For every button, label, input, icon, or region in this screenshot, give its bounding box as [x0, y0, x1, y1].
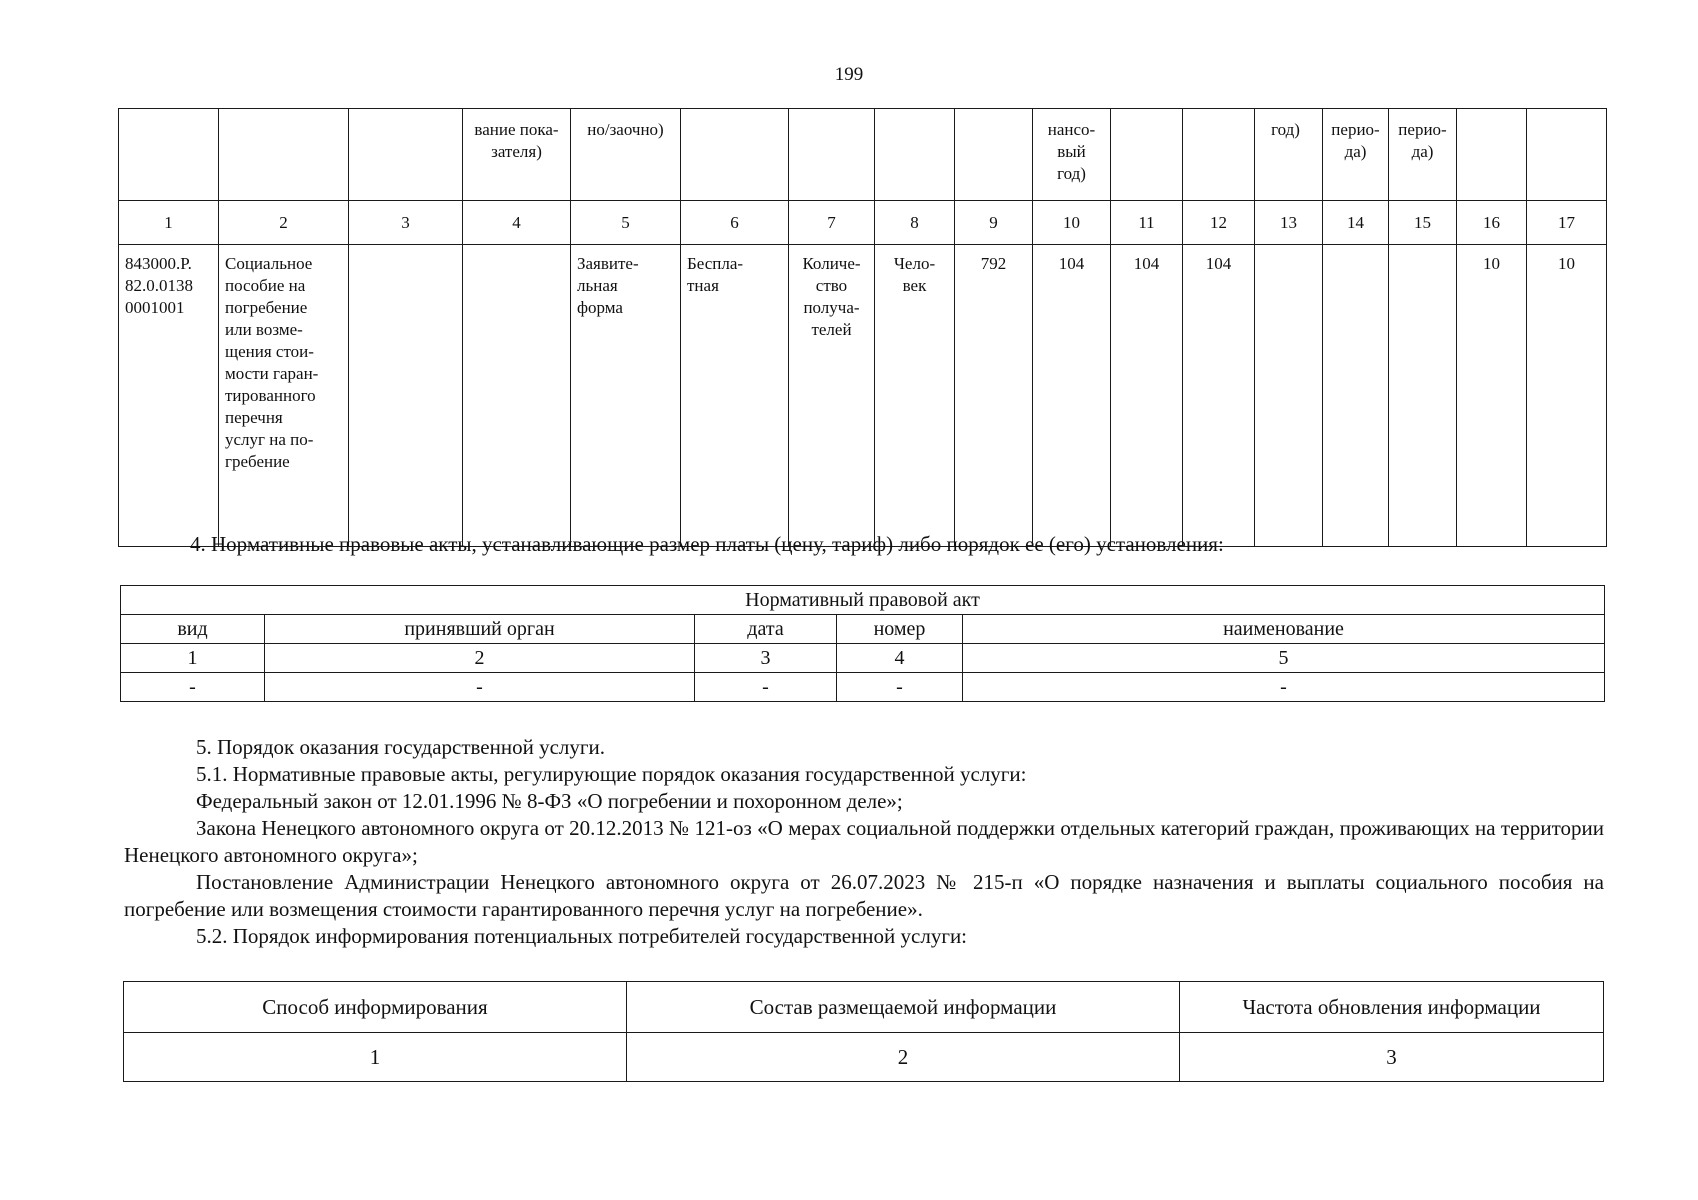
header-cell	[681, 109, 789, 201]
column-number: 15	[1389, 201, 1457, 245]
legal-acts-table	[120, 585, 1605, 702]
header-cell	[1183, 109, 1255, 201]
column-number: 1	[121, 644, 265, 673]
header-cell: Частота обновления информации	[1180, 982, 1604, 1033]
form-cell: Заявите- льная форма	[571, 245, 681, 547]
column-number: 4	[463, 201, 571, 245]
data-cell	[463, 245, 571, 547]
column-number: 1	[124, 1033, 627, 1082]
column-number: 4	[837, 644, 963, 673]
column-number: 2	[265, 644, 695, 673]
table-title: Нормативный правовой акт	[121, 586, 1605, 615]
header-cell	[789, 109, 875, 201]
table-header-row	[124, 982, 1604, 1033]
data-cell: -	[265, 673, 695, 702]
okei-code-cell: 792	[955, 245, 1033, 547]
data-cell	[1323, 245, 1389, 547]
column-number: 17	[1527, 201, 1607, 245]
value-cell: 104	[1111, 245, 1183, 547]
header-cell	[219, 109, 349, 201]
value-cell: 104	[1033, 245, 1111, 547]
column-number: 3	[349, 201, 463, 245]
column-number-row	[121, 644, 1605, 673]
column-number: 2	[627, 1033, 1180, 1082]
indicator-table	[118, 108, 1607, 547]
data-cell: -	[963, 673, 1605, 702]
table-row	[121, 673, 1605, 702]
data-cell: -	[121, 673, 265, 702]
column-number: 1	[119, 201, 219, 245]
unit-cell: Чело- век	[875, 245, 955, 547]
column-number: 16	[1457, 201, 1527, 245]
column-number: 3	[695, 644, 837, 673]
deviation-cell: 10	[1457, 245, 1527, 547]
header-cell: вид	[121, 615, 265, 644]
column-number: 14	[1323, 201, 1389, 245]
table-title-row	[121, 586, 1605, 615]
header-cell: Способ информирования	[124, 982, 627, 1033]
header-cell	[349, 109, 463, 201]
header-cell	[955, 109, 1033, 201]
column-number: 2	[219, 201, 349, 245]
header-cell	[875, 109, 955, 201]
regional-law: Закона Ненецкого автономного округа от 20.12.2013 № 121-оз «О мерах социальной поддержки отдельных категорий граждан, проживающих на территории Ненецкого автономного округа»;	[124, 816, 1604, 867]
section-5-heading: 5. Порядок оказания государственной услуги.	[196, 735, 605, 759]
column-number: 8	[875, 201, 955, 245]
data-cell	[349, 245, 463, 547]
header-cell: год)	[1255, 109, 1323, 201]
column-number: 5	[963, 644, 1605, 673]
header-cell: перио- да)	[1323, 109, 1389, 201]
section-5-1-heading: 5.1. Нормативные правовые акты, регулирующие порядок оказания государственной услуги:	[196, 762, 1027, 786]
table-header-row	[119, 109, 1607, 201]
table-header-row	[121, 615, 1605, 644]
column-number: 9	[955, 201, 1033, 245]
header-cell: нансо- вый год)	[1033, 109, 1111, 201]
informing-table	[123, 981, 1604, 1082]
header-cell	[1457, 109, 1527, 201]
header-cell: вание пока- зателя)	[463, 109, 571, 201]
table-row	[119, 245, 1607, 547]
column-number: 11	[1111, 201, 1183, 245]
administration-resolution: Постановление Администрации Ненецкого автономного округа от 26.07.2023 № 215-п «О порядке назначения и выплаты социального пособия на погребение или возмещения стоимости гарантированного перечня услуг на погребение».	[124, 870, 1604, 921]
column-number-row	[119, 201, 1607, 245]
data-cell: -	[837, 673, 963, 702]
header-cell: перио- да)	[1389, 109, 1457, 201]
column-number: 13	[1255, 201, 1323, 245]
header-cell	[1527, 109, 1607, 201]
header-cell: номер	[837, 615, 963, 644]
header-cell: но/заочно)	[571, 109, 681, 201]
data-cell: -	[695, 673, 837, 702]
column-number: 3	[1180, 1033, 1604, 1082]
header-cell	[119, 109, 219, 201]
data-cell	[1389, 245, 1457, 547]
federal-law: Федеральный закон от 12.01.1996 № 8-ФЗ «О погребении и похоронном деле»;	[196, 789, 903, 813]
registry-code-cell: 843000.Р. 82.0.0138 0001001	[119, 245, 219, 547]
section-5-2-heading: 5.2. Порядок информирования потенциальных потребителей государственной услуги:	[196, 924, 968, 948]
header-cell: дата	[695, 615, 837, 644]
header-cell	[1111, 109, 1183, 201]
column-number: 10	[1033, 201, 1111, 245]
column-number: 7	[789, 201, 875, 245]
header-cell: Состав размещаемой информации	[627, 982, 1180, 1033]
column-number: 12	[1183, 201, 1255, 245]
value-cell: 104	[1183, 245, 1255, 547]
deviation-cell: 10	[1527, 245, 1607, 547]
header-cell: наименование	[963, 615, 1605, 644]
column-number: 6	[681, 201, 789, 245]
column-number: 5	[571, 201, 681, 245]
indicator-cell: Количе- ство получа- телей	[789, 245, 875, 547]
header-cell: принявший орган	[265, 615, 695, 644]
data-cell	[1255, 245, 1323, 547]
payment-cell: Беспла- тная	[681, 245, 789, 547]
service-name-cell: Социальное пособие на погребение или возме- щения стои- мости гаран- тированного перечня услуг на по- гребение	[219, 245, 349, 547]
page-number: 199	[834, 64, 864, 85]
section-4-heading: 4. Нормативные правовые акты, устанавливающие размер платы (цену, тариф) либо порядок ее (его) установления:	[190, 532, 1224, 556]
column-number-row	[124, 1033, 1604, 1082]
